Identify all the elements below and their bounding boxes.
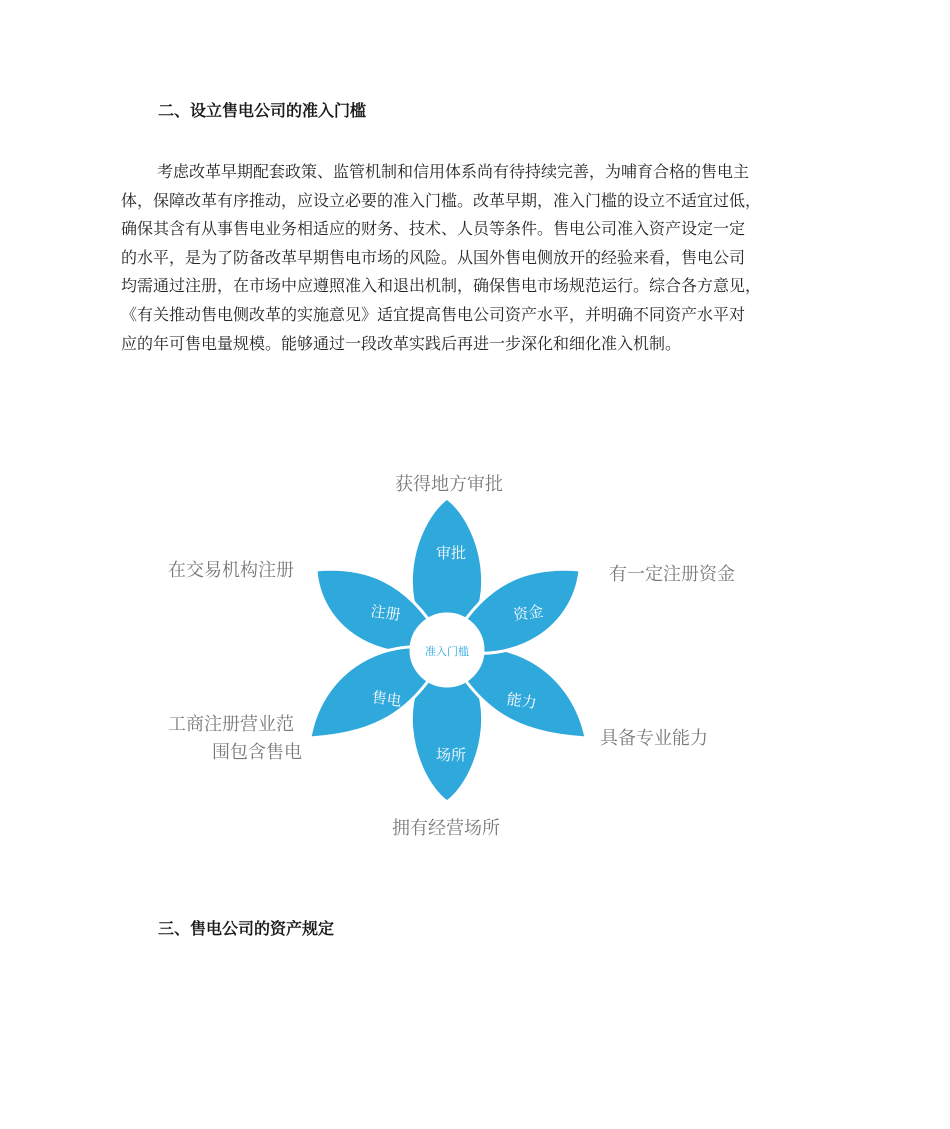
- paragraph-line: 体，保障改革有序推动，应设立必要的准入门槛。改革早期，准入门槛的设立不适宜过低，: [121, 190, 762, 210]
- paragraph-line: 应的年可售电量规模。能够通过一段改革实践后再进一步深化和细化准入机制。: [121, 333, 682, 353]
- label-top: 获得地方审批: [395, 474, 503, 495]
- petal-label-upper-left: 注册: [369, 602, 402, 625]
- paragraph-line: 均需通过注册，在市场中应遵照准入和退出机制，确保售电市场规范运行。综合各方意见，: [121, 276, 762, 296]
- paragraph-line: 考虑改革早期配套政策、监管机制和信用体系尚有待持续完善，为哺育合格的售电主: [157, 162, 750, 181]
- flower-diagram: [160, 466, 760, 851]
- section-heading: 三、售电公司的资产规定: [158, 919, 335, 938]
- paragraph-line: 的水平，是为了防备改革早期售电市场的风险。从国外售电侧放开的经验来看，售电公司: [121, 247, 746, 267]
- section-heading: 二、设立售电公司的准入门槛: [158, 101, 367, 120]
- petal-label-top: 审批: [435, 544, 467, 562]
- petal-label-bottom: 场所: [435, 746, 467, 764]
- label-lower-left-line1: 工商注册营业范: [168, 714, 294, 735]
- body-paragraph: [121, 158, 841, 358]
- label-lower-left-line2: 围包含售电: [212, 742, 302, 763]
- label-lower-right: 具备专业能力: [600, 728, 708, 749]
- petal-label-lower-left: 售电: [370, 688, 403, 711]
- label-upper-right: 有一定注册资金: [609, 564, 735, 585]
- petal-label-upper-right: 资金: [512, 602, 545, 625]
- center-label: 准入门槛: [425, 645, 469, 658]
- petal-label-lower-right: 能力: [505, 690, 538, 713]
- label-upper-left: 在交易机构注册: [168, 560, 294, 581]
- label-bottom: 拥有经营场所: [392, 818, 500, 839]
- paragraph-line: 《有关推动售电侧改革的实施意见》适宜提高售电公司资产水平，并明确不同资产水平对: [121, 304, 746, 324]
- paragraph-line: 确保其含有从事售电业务相适应的财务、技术、人员等条件。售电公司准入资产设定一定: [121, 219, 746, 239]
- flower-svg: [160, 466, 760, 851]
